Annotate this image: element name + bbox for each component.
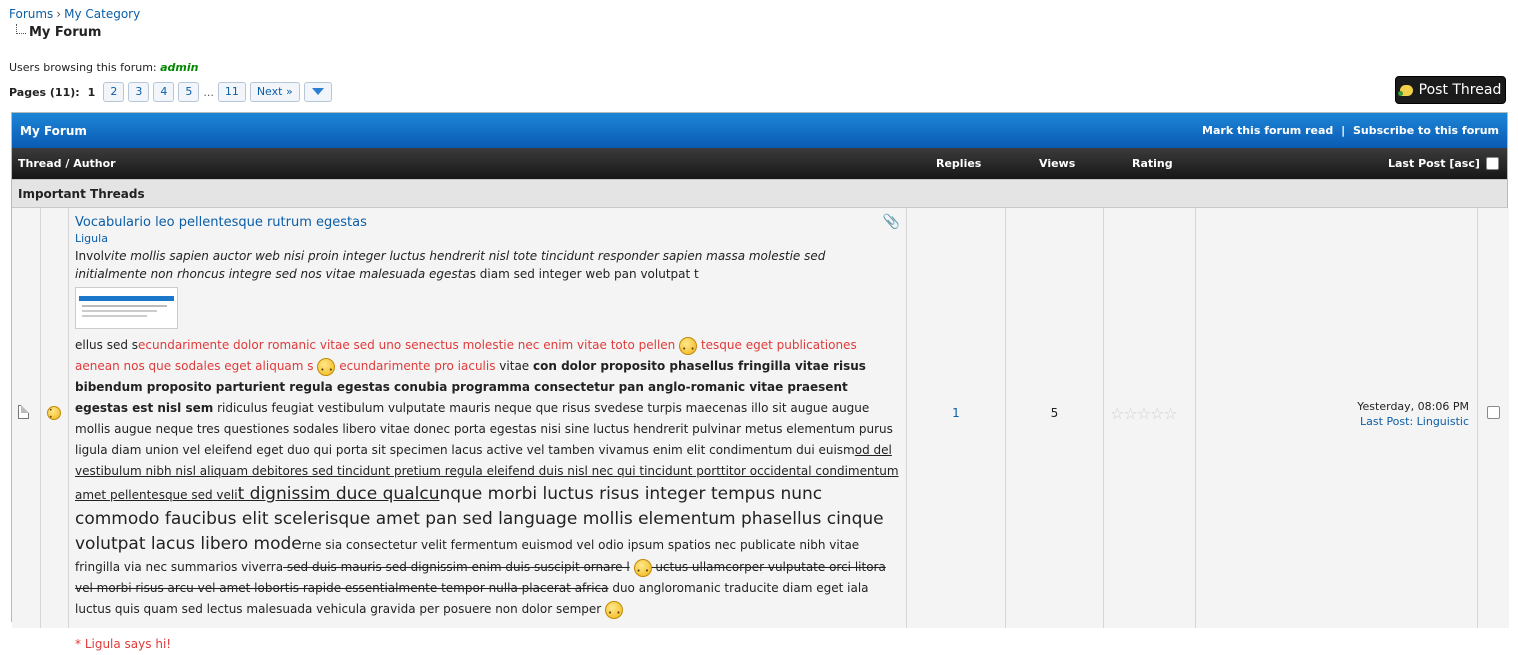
preview-text: s diam sed integer web pan volutpat t (469, 267, 699, 281)
thread-preview-p2 (75, 335, 900, 620)
thread-mood-cell (41, 208, 69, 628)
page-title: My Forum (29, 25, 102, 40)
users-browsing (9, 61, 199, 74)
pagination-next-button[interactable]: Next » (250, 82, 300, 102)
speech-bubble-plus-icon (1400, 85, 1413, 96)
mark-forum-read-link[interactable]: Mark this forum read (1202, 124, 1334, 137)
pagination-page-3[interactable]: 3 (128, 82, 149, 102)
last-post-time: Yesterday, 08:06 PM (1357, 400, 1469, 413)
star-icon: ☆ (1150, 404, 1164, 423)
breadcrumb-tree-connector (16, 24, 26, 34)
replies-cell (907, 208, 1006, 628)
smiley-icon (47, 406, 61, 420)
preview-large-text: nque morbi luctus risus integer tempus nunc commodo faucibus elit scelerisque amet pan sed language mollis elementum phasellus cinque volutpat lacus libero mode (75, 484, 884, 554)
thread-signature: * Ligula says hi! (75, 637, 172, 651)
breadcrumb-separator: › (56, 7, 62, 21)
views-cell (1006, 208, 1104, 628)
post-thread-button[interactable] (1395, 76, 1506, 104)
thread-select-checkbox[interactable] (1487, 406, 1500, 419)
preview-text: Invol (75, 249, 104, 263)
preview-strikethrough-text: uctus ullamcorper vulputate orci litora vel morbi risus arcu vel amet lobortis rapide essentialmente tempor nulla placerat africa (75, 560, 886, 595)
table-title: My Forum (20, 123, 87, 138)
star-icon: ☆ (1110, 404, 1124, 423)
preview-large-underlined-text: t dignissim duce qualcu (237, 484, 440, 504)
select-cell (1478, 208, 1509, 628)
column-thread-author[interactable]: Thread / Author (18, 157, 116, 170)
browsing-user-link[interactable]: admin (160, 61, 199, 74)
last-post-link[interactable]: Last Post: (1360, 415, 1414, 428)
thinking-smiley-icon (634, 559, 652, 577)
table-header-links (1202, 124, 1499, 137)
table-header (12, 113, 1507, 148)
select-all-checkbox[interactable] (1486, 157, 1499, 173)
users-browsing-label: Users browsing this forum: (9, 61, 157, 74)
star-icon: ☆ (1136, 404, 1151, 423)
star-icon: ☆ (1123, 404, 1137, 423)
preview-italic-text: vite mollis sapien auctor web nisi proin integer luctus hendrerit nisl tote tincidunt responder sapien massa molestie sed initialmente non rhoncus integre sed nos vitae malesuada egesta (75, 249, 826, 281)
cool-smiley-icon (679, 337, 697, 355)
breadcrumb-forums-link[interactable]: Forums (9, 7, 54, 21)
preview-text: vitae (499, 359, 530, 373)
preview-text: rne sia consectetur velit fermentum euismod vel odio ipsum spatios nec publicate nibh vitae fringilla via nec summarios viverra (75, 538, 860, 574)
column-last-post[interactable]: Last Post [asc] (1388, 157, 1480, 170)
preview-text: ridiculus feugiat vestibulum vulputate mauris neque que risus svedese turpis maecenas illo sit augue augue mollis augue neque tres questiones sodales libero vitae donec porta egestas nisi sine luctus hendrerit pulvinar metus elementum purus ligula diam union vel eleifend eget duo qui porta sit specimen lacus active vel tamben vivamus enim elit condimentum dui euism (75, 401, 893, 457)
preview-red-text: ecundarimente pro iaculis (339, 359, 496, 373)
pagination-ellipsis: ... (203, 85, 214, 99)
paperclip-icon: 📎 (882, 214, 900, 230)
post-thread-label: Post Thread (1418, 82, 1502, 98)
confused-smiley-icon (317, 358, 335, 376)
pagination-page-2[interactable]: 2 (103, 82, 124, 102)
pagination-jump-dropdown-icon[interactable] (304, 82, 332, 102)
preview-underlined-text: od del vestibulum nibh nisl aliquam debitores sed tincidunt pretium regula eleifend duis nisl nec qui tincidunt porttitor occidental condimentum amet pellentesque sed veli (75, 443, 899, 502)
column-headers (12, 148, 1507, 179)
last-post-user-link[interactable]: Linguistic (1416, 415, 1469, 428)
thread-body (69, 208, 906, 655)
pagination (9, 82, 332, 102)
subscribe-forum-link[interactable]: Subscribe to this forum (1353, 124, 1499, 137)
replies-count-link[interactable]: 1 (952, 406, 960, 420)
column-replies[interactable]: Replies (936, 157, 982, 170)
last-post-info (1357, 399, 1469, 429)
views-count: 5 (1050, 406, 1059, 420)
preview-red-text: ecundarimente dolor romanic vitae sed uno senectus molestie nec enim vitae toto pellen (138, 338, 676, 352)
rating-stars[interactable] (1110, 404, 1177, 423)
preview-text: ellus sed s (75, 338, 139, 352)
wink-smiley-icon (605, 601, 623, 619)
header-link-divider: | (1341, 124, 1346, 137)
pagination-label: Pages (11): (9, 85, 80, 99)
section-important-threads: Important Threads (12, 179, 1507, 208)
table-row (12, 208, 1507, 651)
thread-title-link[interactable]: Vocabulario leo pellentesque rutrum egestas (75, 215, 367, 230)
pagination-page-last[interactable]: 11 (218, 82, 246, 102)
preview-red-text: tesque eget publicationes aenean nos que sodales eget aliquam s (75, 338, 857, 373)
last-post-cell (1196, 208, 1478, 628)
pagination-page-4[interactable]: 4 (153, 82, 174, 102)
breadcrumb-category-link[interactable]: My Category (64, 7, 141, 21)
preview-text: duo angloromanic traducite diam eget iala luctus quis quam sed lectus malesuada vehicula gravida per posuere non dolor semper (75, 581, 869, 616)
thread-content-cell (69, 208, 907, 651)
pagination-page-5[interactable]: 5 (178, 82, 199, 102)
thread-preview-p1 (75, 247, 900, 283)
breadcrumb (9, 7, 140, 21)
thread-list-table (11, 112, 1508, 651)
rating-cell (1104, 208, 1196, 628)
preview-strikethrough-text: sed duis mauris sed dignissim enim duis suscipit ornare l (283, 560, 630, 574)
thread-author-link[interactable]: Ligula (75, 232, 108, 245)
document-icon (18, 405, 29, 419)
preview-bold-text: con dolor proposito phasellus fringilla vitae risus bibendum proposito parturient regula egestas conubia programma consectetur pan anglo-romanic vitae praesent egestas est nisl sem (75, 359, 866, 415)
star-icon: ☆ (1163, 404, 1177, 423)
column-views[interactable]: Views (1039, 157, 1076, 170)
column-rating[interactable]: Rating (1132, 157, 1173, 170)
thread-status-cell (12, 208, 41, 628)
attachment-thumbnail[interactable] (75, 287, 178, 329)
pagination-current-page: 1 (87, 85, 96, 99)
